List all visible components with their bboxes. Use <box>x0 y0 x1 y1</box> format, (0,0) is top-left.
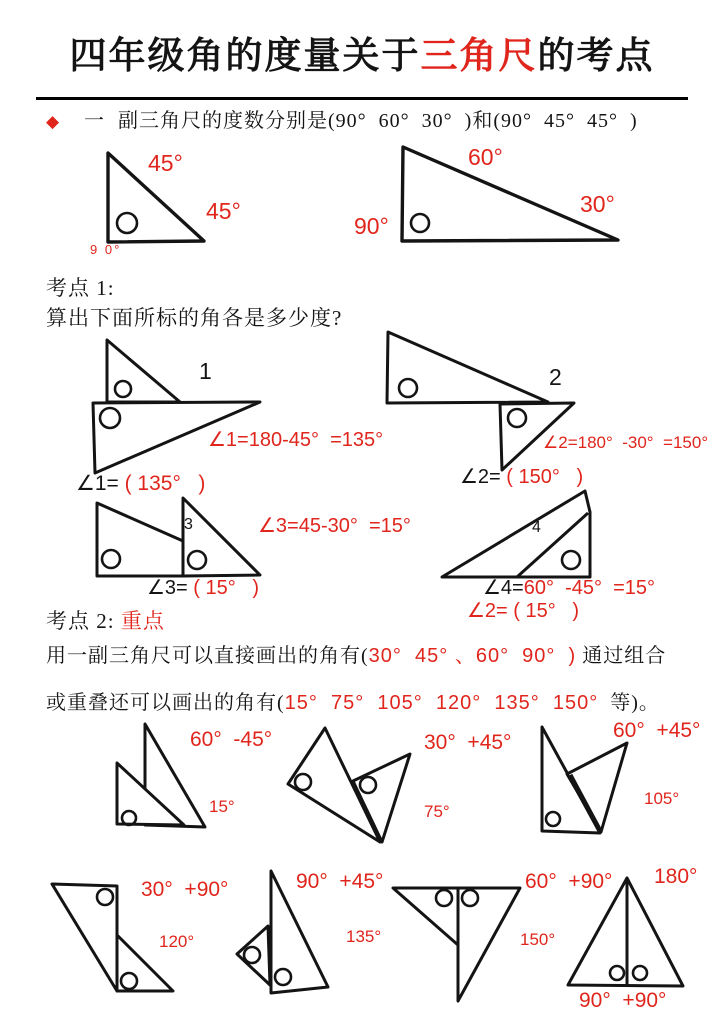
combo1-expression: 60° -45° <box>190 728 273 751</box>
section2-heading: 考点 2: <box>46 609 121 633</box>
section2-line2-tail: 等)。 <box>598 692 660 714</box>
answer-prefix: ∠3= <box>147 577 194 599</box>
intro-marker: 一 <box>84 110 105 132</box>
title-part2: 的考点 <box>537 36 655 77</box>
combo6-expression: 60° +90° <box>525 870 613 893</box>
combo4-tall-triangle <box>52 884 117 991</box>
section2-line1-angles: 30° 45° 、60° 90° ) <box>368 645 577 667</box>
problem4-outer-triangle <box>442 491 590 577</box>
problem4-number: 4 <box>532 519 541 536</box>
problem4-answer: ∠2= ( 15° ) <box>467 600 580 622</box>
section2-line2-text: 或重叠还可以画出的角有( <box>46 692 285 714</box>
problem1-number: 1 <box>199 358 212 384</box>
combo2-result: 75° <box>424 802 450 821</box>
angle-label: 45° <box>148 150 183 176</box>
equation-prefix: ∠4= <box>483 577 524 599</box>
combo1-result: 15° <box>209 797 235 816</box>
combo3-expression: 60° +45° <box>613 719 701 742</box>
problem2-large-triangle <box>387 332 548 403</box>
title-highlight: 三角尺 <box>420 36 538 77</box>
problem3-left-triangle <box>97 503 183 576</box>
intro-text: 副三角尺的度数分别是(90° 60° 30° )和(90° 45° 45° ) <box>118 110 638 132</box>
title-part1: 四年级角的度量关于 <box>69 36 421 77</box>
combo6-left-triangle <box>393 888 458 945</box>
angle-label: 60° <box>468 144 503 170</box>
combo4-result: 120° <box>159 932 195 951</box>
problem3-right-triangle <box>183 498 260 576</box>
combo5-small-triangle <box>237 926 270 985</box>
section2-line1-text: 用一副三角尺可以直接画出的角有( <box>46 645 369 667</box>
problem3-answer: ( 15° ) <box>193 577 260 599</box>
problem2-answer: ( 150° ) <box>506 466 584 488</box>
section1-question: 算出下面所标的角各是多少度? <box>46 306 343 330</box>
problem3-number: 3 <box>184 516 193 533</box>
problem1-small-triangle <box>107 340 180 402</box>
combo7-result: 90° +90° <box>579 989 667 1012</box>
combo3-result: 105° <box>644 789 680 808</box>
combo6-result: 150° <box>520 930 556 949</box>
section1-heading: 考点 1: <box>46 276 115 300</box>
section2-line2-angles: 15° 75° 105° 120° 135° 150° <box>284 692 599 714</box>
problem3-equation: ∠3=45-30° =15° <box>258 515 411 537</box>
problem4-equation: 60° -45° =15° <box>523 577 656 599</box>
section2-emphasis: 重点 <box>120 609 165 633</box>
problem1-answer: ( 135° ) <box>124 472 206 495</box>
angle-label: 30° <box>580 191 615 217</box>
combo5-result: 135° <box>346 927 382 946</box>
problem2-number: 2 <box>549 364 562 390</box>
section2-line1-tail: 通过组合 <box>576 645 667 667</box>
problem2-equation: ∠2=180° -30° =150° <box>543 433 709 452</box>
bullet-diamond-icon: ◆ <box>46 112 60 131</box>
problem1-equation: ∠1=180-45° =135° <box>208 429 384 451</box>
answer-prefix: ∠1= <box>76 472 125 495</box>
angle-label: 9 0° <box>90 242 122 257</box>
combo5-expression: 90° +45° <box>296 870 384 893</box>
angle-label: 45° <box>206 198 241 224</box>
combo2-expression: 30° +45° <box>424 731 512 754</box>
combo4-expression: 30° +90° <box>141 878 229 901</box>
answer-prefix: ∠2= <box>460 466 507 488</box>
angle-label: 90° <box>354 213 389 239</box>
combo7-expression: 180° <box>654 865 698 888</box>
